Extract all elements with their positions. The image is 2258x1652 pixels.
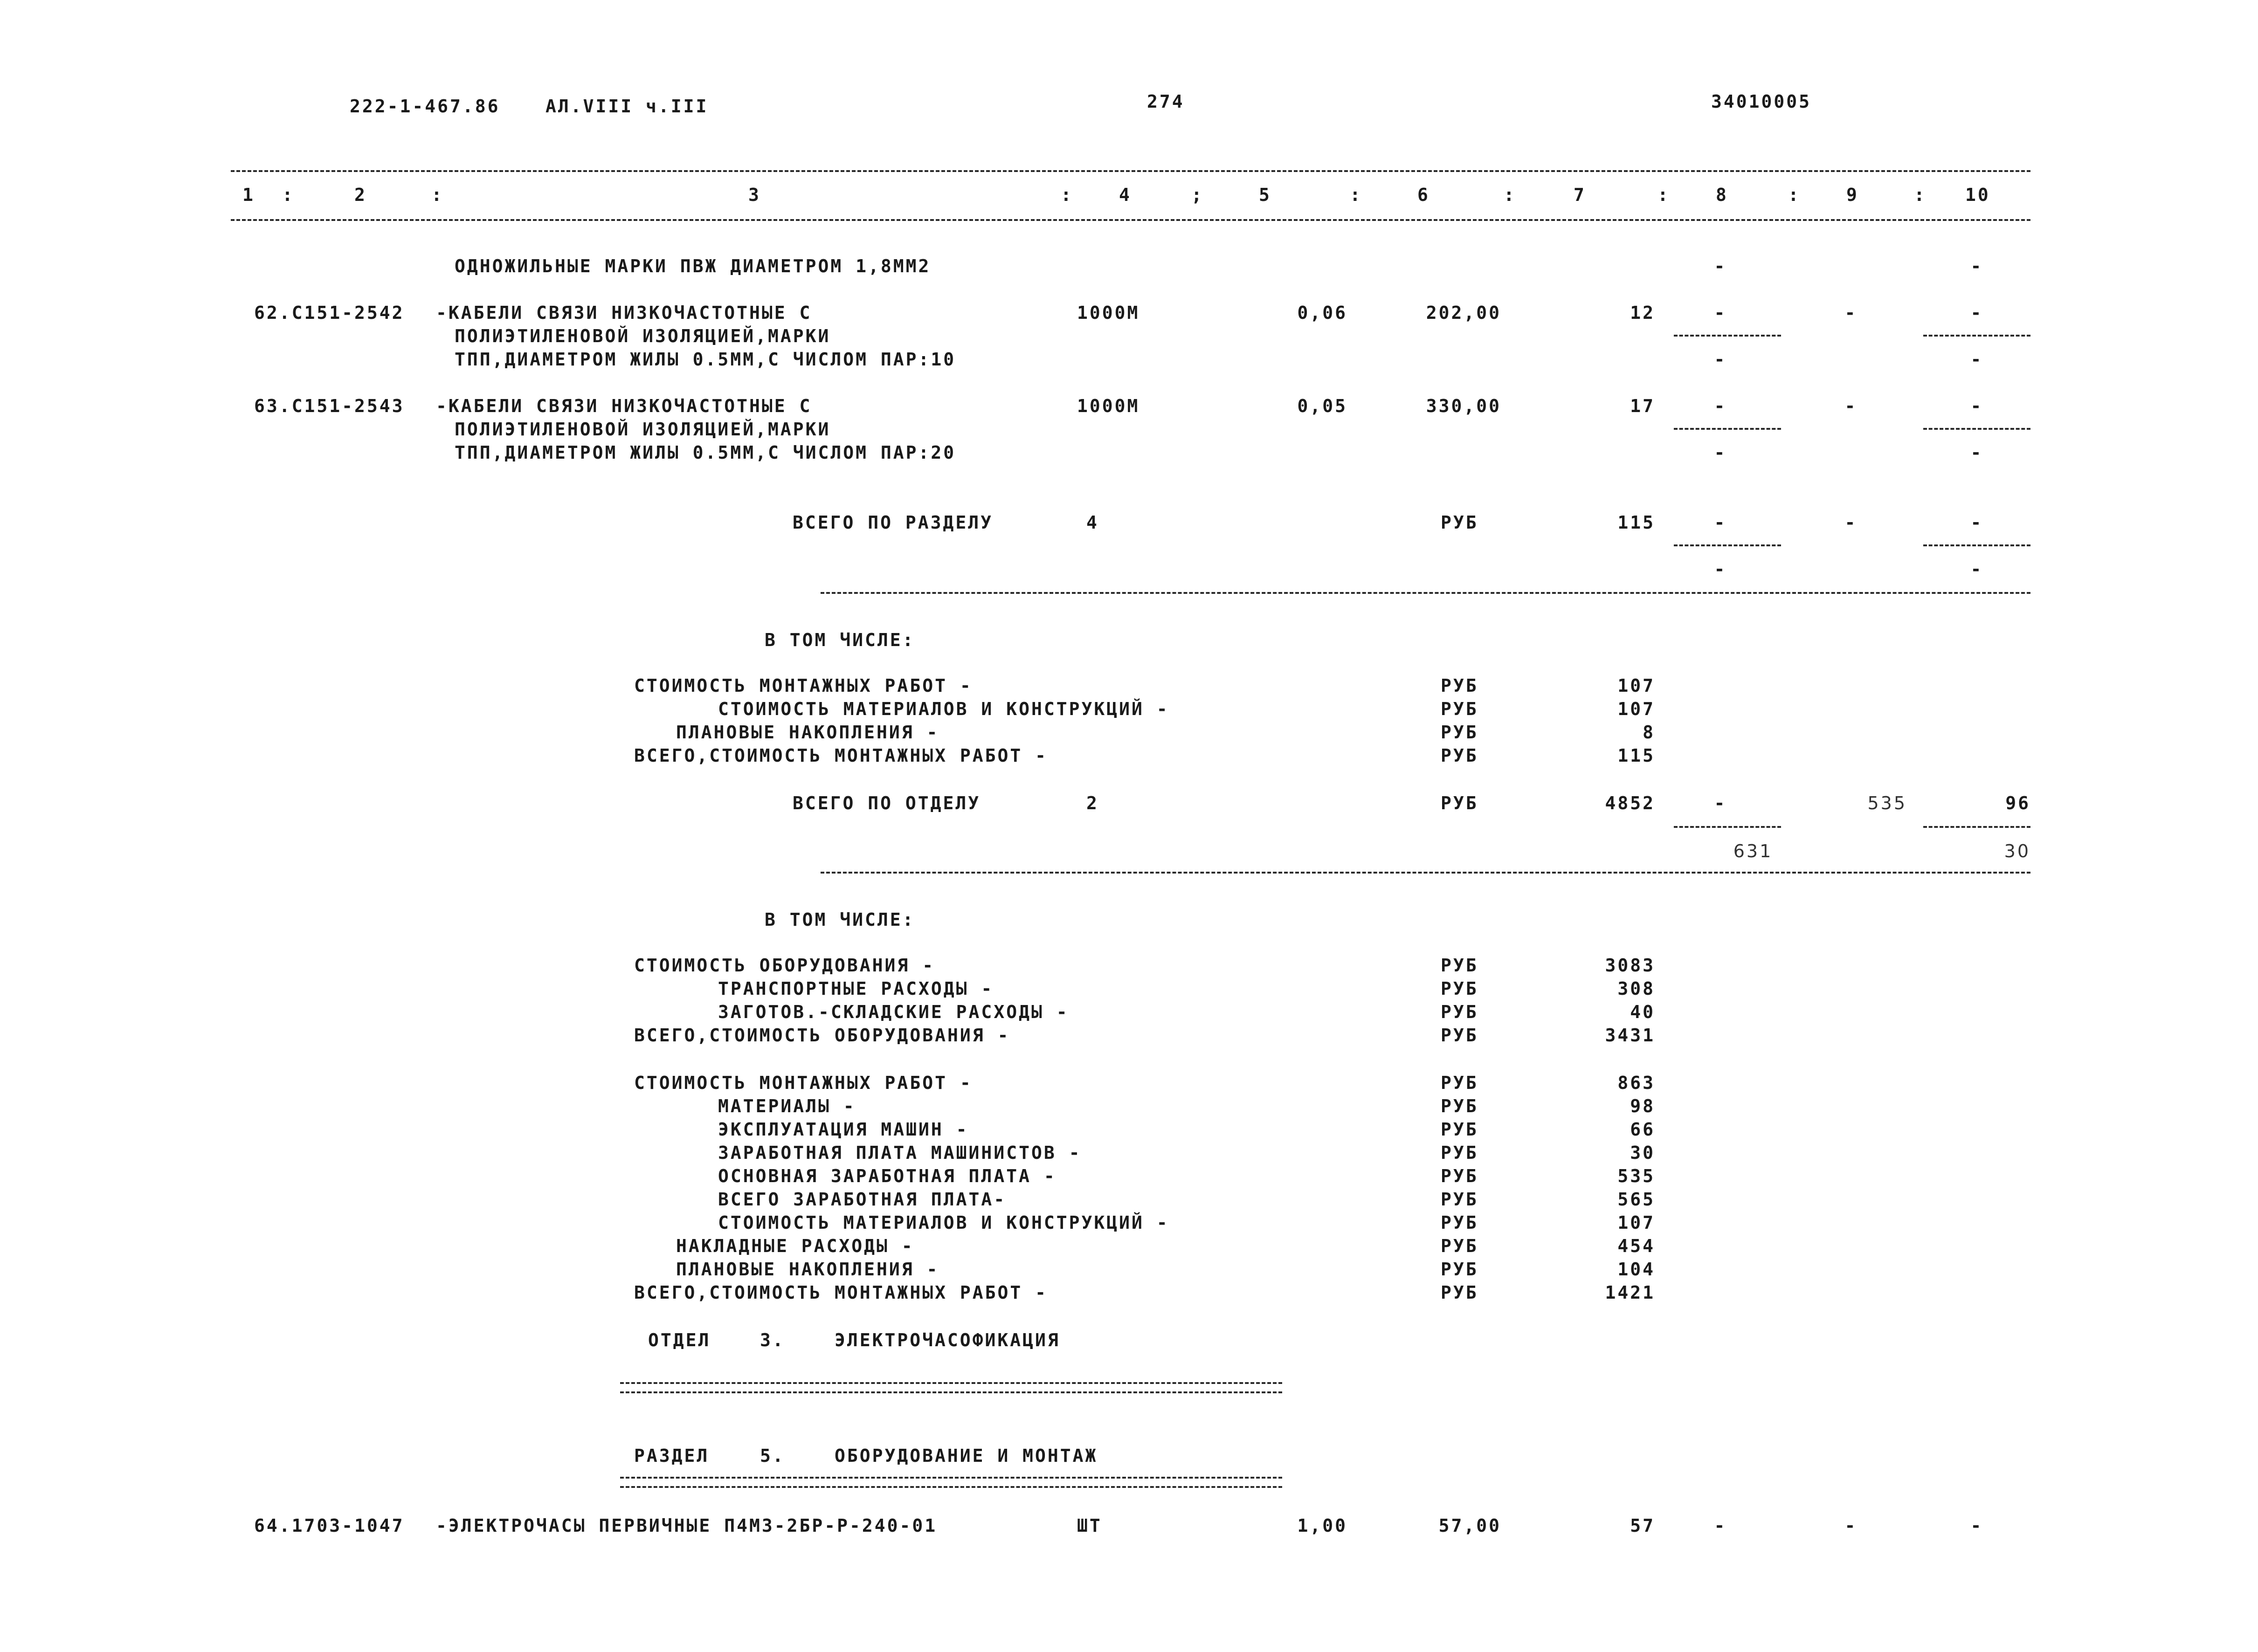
row-desc: ОДНОЖИЛЬНЫЕ МАРКИ ПВЖ ДИАМЕТРОМ 1,8ММ2	[455, 256, 931, 276]
list-item-unit: РУБ	[1441, 1073, 1478, 1093]
list-item-unit: РУБ	[1441, 1002, 1478, 1022]
row-unit: 1000М	[1077, 303, 1140, 323]
list-item-unit: РУБ	[1441, 1096, 1478, 1116]
header-bottom-rule	[231, 219, 2030, 221]
col-sep: :	[1914, 185, 1927, 205]
list-item-label: ПЛАНОВЫЕ НАКОПЛЕНИЯ -	[676, 1259, 939, 1280]
col-sep: :	[1061, 185, 1073, 205]
row-qty: 0,06	[1297, 303, 1347, 323]
list-item-unit: РУБ	[1441, 955, 1478, 976]
list-item-unit: РУБ	[1441, 722, 1478, 743]
section-divider	[821, 592, 2030, 594]
list-item-unit: РУБ	[1441, 699, 1478, 719]
section-number: 5.	[760, 1446, 785, 1466]
list-item-unit: РУБ	[1441, 1119, 1478, 1140]
col-header-9: 9	[1846, 185, 1859, 205]
col-header-5: 5	[1259, 185, 1271, 205]
list-item-label: ВСЕГО ЗАРАБОТНАЯ ПЛАТА-	[718, 1189, 1007, 1210]
list-item-unit: РУБ	[1441, 745, 1478, 766]
fraction-rule	[1923, 826, 2030, 828]
list-item-label: ЗАРАБОТНАЯ ПЛАТА МАШИНИСТОВ -	[718, 1143, 1082, 1163]
col-header-6: 6	[1417, 185, 1430, 205]
cell-col10-lower: 30	[2004, 841, 2030, 861]
cell-col9: -	[1844, 303, 1857, 323]
department-total-label: ВСЕГО ПО ОТДЕЛУ	[793, 793, 981, 813]
row-total: 17	[1630, 396, 1655, 416]
fraction-rule	[1923, 335, 2030, 337]
col-header-4: 4	[1119, 185, 1132, 205]
fraction-rule	[1923, 544, 2030, 546]
cell-col10: 96	[2005, 793, 2030, 813]
department-total-unit: РУБ	[1441, 793, 1478, 813]
list-item-value: 107	[1617, 675, 1655, 696]
including-title: В ТОМ ЧИСЛЕ:	[765, 630, 915, 650]
list-item-unit: РУБ	[1441, 1143, 1478, 1163]
list-item-value: 3083	[1605, 955, 1655, 976]
double-rule	[620, 1382, 1282, 1393]
col-sep: :	[431, 185, 444, 205]
header-doc-code: 34010005	[1711, 91, 1812, 112]
row-unit: ШТ	[1077, 1515, 1102, 1536]
list-item-unit: РУБ	[1441, 1189, 1478, 1210]
list-item-unit: РУБ	[1441, 1025, 1478, 1046]
row-price: 57,00	[1438, 1515, 1501, 1536]
list-item-label: ВСЕГО,СТОИМОСТЬ МОНТАЖНЫХ РАБОТ -	[634, 745, 1048, 766]
list-item-unit: РУБ	[1441, 1236, 1478, 1256]
row-desc: -КАБЕЛИ СВЯЗИ НИЗКОЧАСТОТНЫЕ С	[436, 303, 812, 323]
list-item-value: 66	[1630, 1119, 1655, 1140]
list-item-label: ВСЕГО,СТОИМОСТЬ МОНТАЖНЫХ РАБОТ -	[634, 1282, 1048, 1303]
department-divider	[821, 872, 2030, 874]
list-item-label: МАТЕРИАЛЫ -	[718, 1096, 856, 1116]
header-album: АЛ.VIII ч.III	[546, 96, 709, 117]
cell-col10-lower: -	[1970, 349, 1983, 370]
fraction-rule	[1674, 335, 1781, 337]
section-label: РАЗДЕЛ	[634, 1446, 710, 1466]
double-rule	[620, 1477, 1282, 1488]
list-item-value: 1421	[1605, 1282, 1655, 1303]
col-header-7: 7	[1574, 185, 1586, 205]
fraction-rule	[1923, 428, 2030, 430]
list-item-value: 535	[1617, 1166, 1655, 1186]
list-item-label: ОСНОВНАЯ ЗАРАБОТНАЯ ПЛАТА -	[718, 1166, 1056, 1186]
list-item-value: 107	[1617, 699, 1655, 719]
list-item-label: СТОИМОСТЬ ОБОРУДОВАНИЯ -	[634, 955, 935, 976]
list-item-label: СТОИМОСТЬ МАТЕРИАЛОВ И КОНСТРУКЦИЙ -	[718, 1212, 1169, 1233]
list-item-value: 863	[1617, 1073, 1655, 1093]
list-item-label: НАКЛАДНЫЕ РАСХОДЫ -	[676, 1236, 914, 1256]
col-sep: :	[282, 185, 295, 205]
col-header-10: 10	[1965, 185, 1990, 205]
list-item-unit: РУБ	[1441, 1166, 1478, 1186]
list-item-label: СТОИМОСТЬ МАТЕРИАЛОВ И КОНСТРУКЦИЙ -	[718, 699, 1169, 719]
row-number: 62.С151-2542	[254, 303, 405, 323]
list-item-label: ЭКСПЛУАТАЦИЯ МАШИН -	[718, 1119, 969, 1140]
header-top-rule	[231, 170, 2030, 172]
col-header-8: 8	[1716, 185, 1728, 205]
cell-col10-lower: -	[1970, 442, 1983, 463]
list-item-value: 107	[1617, 1212, 1655, 1233]
fraction-rule	[1674, 428, 1781, 430]
cell-col10: -	[1970, 512, 1983, 533]
list-item-unit: РУБ	[1441, 675, 1478, 696]
cell-col9: -	[1844, 512, 1857, 533]
list-item-value: 308	[1617, 978, 1655, 999]
row-desc: -ЭЛЕКТРОЧАСЫ ПЕРВИЧНЫЕ П4М3-2БР-Р-240-01	[436, 1515, 938, 1536]
cell-col8: -	[1714, 793, 1727, 813]
cell-col10: -	[1970, 256, 1983, 276]
list-item-value: 8	[1643, 722, 1655, 743]
cell-col10-lower: -	[1970, 559, 1983, 579]
list-item-unit: РУБ	[1441, 1259, 1478, 1280]
list-item-label: СТОИМОСТЬ МОНТАЖНЫХ РАБОТ -	[634, 1073, 973, 1093]
col-header-2: 2	[354, 185, 367, 205]
cell-col10: -	[1970, 396, 1983, 416]
row-qty: 1,00	[1297, 1515, 1347, 1536]
list-item-unit: РУБ	[1441, 978, 1478, 999]
list-item-label: ПЛАНОВЫЕ НАКОПЛЕНИЯ -	[676, 722, 939, 743]
row-number: 63.С151-2543	[254, 396, 405, 416]
row-price: 330,00	[1426, 396, 1501, 416]
section-total-value: 115	[1617, 512, 1655, 533]
department-name: ЭЛЕКТРОЧАСОФИКАЦИЯ	[835, 1330, 1060, 1350]
col-sep: :	[1350, 185, 1362, 205]
list-item-unit: РУБ	[1441, 1212, 1478, 1233]
row-price: 202,00	[1426, 303, 1501, 323]
cell-col8: -	[1714, 396, 1727, 416]
row-qty: 0,05	[1297, 396, 1347, 416]
col-sep: :	[1504, 185, 1516, 205]
cell-col8: -	[1714, 303, 1727, 323]
cell-col8-lower: -	[1714, 349, 1727, 370]
list-item-label: ЗАГОТОВ.-СКЛАДСКИЕ РАСХОДЫ -	[718, 1002, 1069, 1022]
col-sep: :	[1657, 185, 1670, 205]
list-item-value: 454	[1617, 1236, 1655, 1256]
row-unit: 1000М	[1077, 396, 1140, 416]
list-item-value: 565	[1617, 1189, 1655, 1210]
fraction-rule	[1674, 826, 1781, 828]
cell-col8: -	[1714, 256, 1727, 276]
department-number: 3.	[760, 1330, 785, 1350]
row-total: 57	[1630, 1515, 1655, 1536]
list-item-value: 104	[1617, 1259, 1655, 1280]
row-desc: -КАБЕЛИ СВЯЗИ НИЗКОЧАСТОТНЫЕ С	[436, 396, 812, 416]
list-item-value: 98	[1630, 1096, 1655, 1116]
list-item-value: 3431	[1605, 1025, 1655, 1046]
department-total-value: 4852	[1605, 793, 1655, 813]
cell-col8: -	[1714, 1515, 1727, 1536]
list-item-unit: РУБ	[1441, 1282, 1478, 1303]
col-header-1: 1	[242, 185, 255, 205]
list-item-label: ВСЕГО,СТОИМОСТЬ ОБОРУДОВАНИЯ -	[634, 1025, 1010, 1046]
col-sep: :	[1788, 185, 1801, 205]
list-item-value: 40	[1630, 1002, 1655, 1022]
cell-col8-lower: -	[1714, 559, 1727, 579]
list-item-value: 30	[1630, 1143, 1655, 1163]
list-item-label: ТРАНСПОРТНЫЕ РАСХОДЫ -	[718, 978, 994, 999]
col-header-3: 3	[748, 185, 761, 205]
row-desc: ПОЛИЭТИЛЕНОВОЙ ИЗОЛЯЦИЕЙ,МАРКИ	[455, 419, 831, 440]
cell-col9: -	[1844, 396, 1857, 416]
section-total-label: ВСЕГО ПО РАЗДЕЛУ	[793, 512, 994, 533]
row-number: 64.1703-1047	[254, 1515, 405, 1536]
cell-col9: 535	[1867, 793, 1907, 813]
header-left-code: 222-1-467.86	[350, 96, 500, 117]
page-number: 274	[1147, 91, 1185, 112]
list-item-value: 115	[1617, 745, 1655, 766]
department-total-number: 2	[1086, 793, 1099, 813]
cell-col10: -	[1970, 1515, 1983, 1536]
fraction-rule	[1674, 544, 1781, 546]
section-total-number: 4	[1086, 512, 1099, 533]
col-sep: ;	[1191, 185, 1204, 205]
cell-col8: -	[1714, 512, 1727, 533]
row-desc: ПОЛИЭТИЛЕНОВОЙ ИЗОЛЯЦИЕЙ,МАРКИ	[455, 326, 831, 346]
cell-col8-lower: -	[1714, 442, 1727, 463]
section-name: ОБОРУДОВАНИЕ И МОНТАЖ	[835, 1446, 1098, 1466]
cell-col9: -	[1844, 1515, 1857, 1536]
row-desc: ТПП,ДИАМЕТРОМ ЖИЛЫ 0.5ММ,С ЧИСЛОМ ПАР:10	[455, 349, 956, 370]
list-item-label: СТОИМОСТЬ МОНТАЖНЫХ РАБОТ -	[634, 675, 973, 696]
row-total: 12	[1630, 303, 1655, 323]
department-label: ОТДЕЛ	[648, 1330, 711, 1350]
row-desc: ТПП,ДИАМЕТРОМ ЖИЛЫ 0.5ММ,С ЧИСЛОМ ПАР:20	[455, 442, 956, 463]
cell-col10: -	[1970, 303, 1983, 323]
including-title: В ТОМ ЧИСЛЕ:	[765, 909, 915, 930]
cell-col8-lower: 631	[1733, 841, 1773, 861]
section-total-unit: РУБ	[1441, 512, 1478, 533]
